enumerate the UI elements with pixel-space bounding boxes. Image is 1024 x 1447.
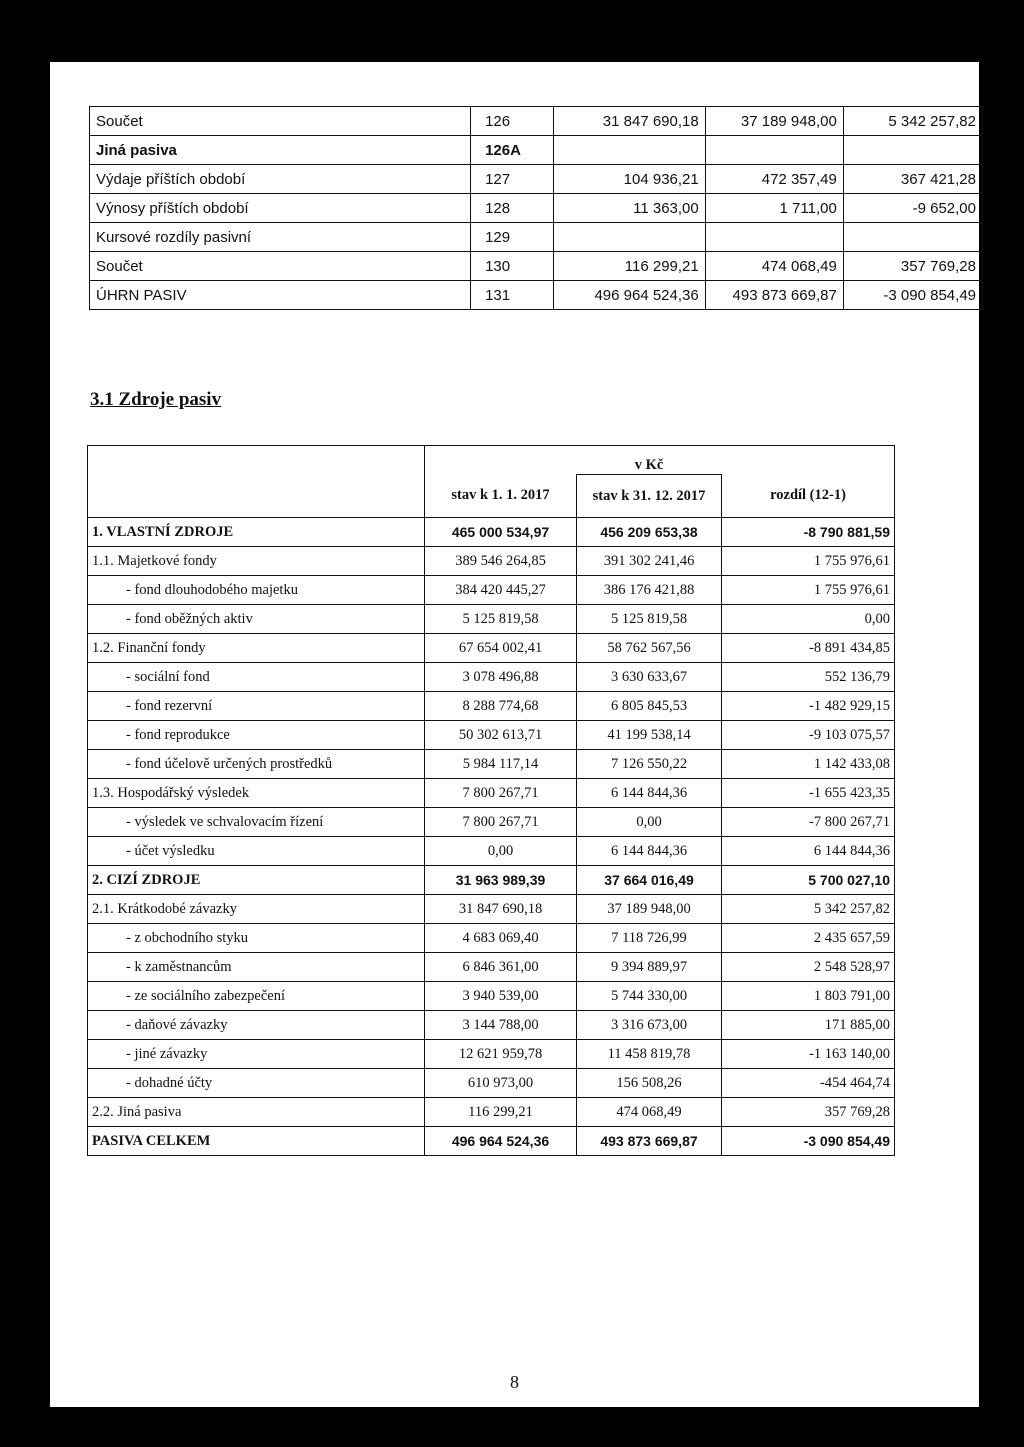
- value-start: 104 936,21: [554, 165, 706, 194]
- table-row: [88, 634, 895, 663]
- row-label: - k zaměstnancům: [88, 953, 425, 982]
- value-diff: 357 769,28: [843, 252, 982, 281]
- row-label: - daňové závazky: [88, 1011, 425, 1040]
- table-row: [88, 866, 895, 895]
- value-end: 41 199 538,14: [577, 721, 722, 750]
- row-label: - výsledek ve schvalovacím řízení: [88, 808, 425, 837]
- value-start: 6 846 361,00: [425, 953, 577, 982]
- table-row: [88, 721, 895, 750]
- value-diff: 1 142 433,08: [722, 750, 895, 779]
- value-diff: -454 464,74: [722, 1069, 895, 1098]
- row-label: - fond rezervní: [88, 692, 425, 721]
- value-diff: 1 755 976,61: [722, 576, 895, 605]
- value-end: 58 762 567,56: [577, 634, 722, 663]
- value-end: 474 068,49: [577, 1098, 722, 1127]
- row-label: Výdaje příštích období: [90, 165, 471, 194]
- value-diff: 0,00: [722, 605, 895, 634]
- value-end: 386 176 421,88: [577, 576, 722, 605]
- header-row-unit: [88, 446, 895, 475]
- value-start: 465 000 534,97: [425, 518, 577, 547]
- row-code: 129: [471, 223, 554, 252]
- header-blank-cell: [88, 446, 425, 518]
- row-label: 2.2. Jiná pasiva: [88, 1098, 425, 1127]
- col-header-diff: rozdíl (12-1): [722, 475, 895, 518]
- table-row: [88, 605, 895, 634]
- liability-sources-table: [87, 445, 895, 1156]
- value-start: 3 940 539,00: [425, 982, 577, 1011]
- value-start: 7 800 267,71: [425, 808, 577, 837]
- value-end: 493 873 669,87: [577, 1127, 722, 1156]
- table-row: [88, 1040, 895, 1069]
- table-row: [90, 136, 983, 165]
- row-label: - fond účelově určených prostředků: [88, 750, 425, 779]
- value-start: 31 847 690,18: [554, 107, 706, 136]
- table-row: [88, 808, 895, 837]
- value-diff: 5 342 257,82: [843, 107, 982, 136]
- table-row: [88, 779, 895, 808]
- document-page: [50, 62, 979, 1407]
- value-diff: -3 090 854,49: [843, 281, 982, 310]
- value-end: 6 144 844,36: [577, 779, 722, 808]
- table-row: [90, 194, 983, 223]
- row-label: PASIVA CELKEM: [88, 1127, 425, 1156]
- row-label: - jiné závazky: [88, 1040, 425, 1069]
- value-start: 67 654 002,41: [425, 634, 577, 663]
- value-diff: -1 482 929,15: [722, 692, 895, 721]
- table-row: [88, 953, 895, 982]
- value-start: 389 546 264,85: [425, 547, 577, 576]
- row-label: - dohadné účty: [88, 1069, 425, 1098]
- value-start: 5 125 819,58: [425, 605, 577, 634]
- value-diff: -7 800 267,71: [722, 808, 895, 837]
- row-label: 1.2. Finanční fondy: [88, 634, 425, 663]
- value-start: 7 800 267,71: [425, 779, 577, 808]
- row-label: - sociální fond: [88, 663, 425, 692]
- value-end: 7 126 550,22: [577, 750, 722, 779]
- row-label: 2.1. Krátkodobé závazky: [88, 895, 425, 924]
- value-start: 384 420 445,27: [425, 576, 577, 605]
- row-label: 1.1. Majetkové fondy: [88, 547, 425, 576]
- value-diff: 1 803 791,00: [722, 982, 895, 1011]
- value-start: 3 078 496,88: [425, 663, 577, 692]
- row-label: - fond oběžných aktiv: [88, 605, 425, 634]
- value-end: [705, 136, 843, 165]
- col-header-end: stav k 31. 12. 2017: [577, 475, 722, 518]
- row-label: 2. CIZÍ ZDROJE: [88, 866, 425, 895]
- liabilities-summary-table: [89, 106, 983, 310]
- table-row: [88, 1127, 895, 1156]
- value-end: 37 664 016,49: [577, 866, 722, 895]
- value-end: 37 189 948,00: [577, 895, 722, 924]
- value-end: 5 125 819,58: [577, 605, 722, 634]
- table-row: [88, 663, 895, 692]
- value-diff: 1 755 976,61: [722, 547, 895, 576]
- col-header-start: stav k 1. 1. 2017: [425, 475, 577, 518]
- value-start: 610 973,00: [425, 1069, 577, 1098]
- row-label: Součet: [90, 252, 471, 281]
- value-diff: -1 163 140,00: [722, 1040, 895, 1069]
- row-code: 128: [471, 194, 554, 223]
- value-end: 156 508,26: [577, 1069, 722, 1098]
- row-label: - ze sociálního zabezpečení: [88, 982, 425, 1011]
- table-row: [90, 223, 983, 252]
- value-end: 11 458 819,78: [577, 1040, 722, 1069]
- value-start: 11 363,00: [554, 194, 706, 223]
- row-code: 127: [471, 165, 554, 194]
- row-label: - fond reprodukce: [88, 721, 425, 750]
- value-end: 391 302 241,46: [577, 547, 722, 576]
- value-start: 116 299,21: [554, 252, 706, 281]
- value-diff: -8 790 881,59: [722, 518, 895, 547]
- row-label: 1. VLASTNÍ ZDROJE: [88, 518, 425, 547]
- table-row: [90, 281, 983, 310]
- value-diff: 171 885,00: [722, 1011, 895, 1040]
- value-start: 3 144 788,00: [425, 1011, 577, 1040]
- value-start: 0,00: [425, 837, 577, 866]
- row-label: - fond dlouhodobého majetku: [88, 576, 425, 605]
- table-row: [88, 1011, 895, 1040]
- value-start: 4 683 069,40: [425, 924, 577, 953]
- row-label: - z obchodního styku: [88, 924, 425, 953]
- value-end: 3 630 633,67: [577, 663, 722, 692]
- value-start: 496 964 524,36: [425, 1127, 577, 1156]
- table-row: [88, 895, 895, 924]
- value-diff: [843, 136, 982, 165]
- table-row: [88, 692, 895, 721]
- value-end: 9 394 889,97: [577, 953, 722, 982]
- value-diff: 2 548 528,97: [722, 953, 895, 982]
- value-end: 493 873 669,87: [705, 281, 843, 310]
- value-end: 1 711,00: [705, 194, 843, 223]
- table-row: [90, 107, 983, 136]
- row-label: Součet: [90, 107, 471, 136]
- header-blank-cell: [425, 446, 577, 475]
- table-row: [88, 837, 895, 866]
- table-row: [88, 924, 895, 953]
- value-diff: -9 652,00: [843, 194, 982, 223]
- value-start: 496 964 524,36: [554, 281, 706, 310]
- section-heading: 3.1 Zdroje pasiv: [90, 389, 222, 410]
- value-start: 31 963 989,39: [425, 866, 577, 895]
- value-end: 37 189 948,00: [705, 107, 843, 136]
- value-diff: 5 342 257,82: [722, 895, 895, 924]
- value-start: 50 302 613,71: [425, 721, 577, 750]
- row-code: 126A: [471, 136, 554, 165]
- table-row: [90, 165, 983, 194]
- unit-label: v Kč: [577, 446, 722, 475]
- value-diff: -3 090 854,49: [722, 1127, 895, 1156]
- value-end: 6 805 845,53: [577, 692, 722, 721]
- value-start: 31 847 690,18: [425, 895, 577, 924]
- value-diff: 367 421,28: [843, 165, 982, 194]
- header-blank-cell: [722, 446, 895, 475]
- value-end: 7 118 726,99: [577, 924, 722, 953]
- table-row: [88, 750, 895, 779]
- value-diff: -1 655 423,35: [722, 779, 895, 808]
- value-end: [705, 223, 843, 252]
- row-code: 130: [471, 252, 554, 281]
- value-diff: 552 136,79: [722, 663, 895, 692]
- value-start: [554, 136, 706, 165]
- value-diff: -8 891 434,85: [722, 634, 895, 663]
- value-diff: 5 700 027,10: [722, 866, 895, 895]
- row-label: Jiná pasiva: [90, 136, 471, 165]
- value-end: 5 744 330,00: [577, 982, 722, 1011]
- value-diff: -9 103 075,57: [722, 721, 895, 750]
- row-code: 126: [471, 107, 554, 136]
- value-end: 474 068,49: [705, 252, 843, 281]
- row-label: ÚHRN PASIV: [90, 281, 471, 310]
- value-diff: [843, 223, 982, 252]
- value-start: 116 299,21: [425, 1098, 577, 1127]
- value-end: 456 209 653,38: [577, 518, 722, 547]
- row-label: Kursové rozdíly pasivní: [90, 223, 471, 252]
- row-label: 1.3. Hospodářský výsledek: [88, 779, 425, 808]
- table-row: [88, 1069, 895, 1098]
- table-row: [88, 576, 895, 605]
- table-row: [88, 982, 895, 1011]
- value-start: 5 984 117,14: [425, 750, 577, 779]
- table-row: [90, 252, 983, 281]
- value-diff: 2 435 657,59: [722, 924, 895, 953]
- value-diff: 6 144 844,36: [722, 837, 895, 866]
- value-end: 6 144 844,36: [577, 837, 722, 866]
- value-start: 12 621 959,78: [425, 1040, 577, 1069]
- row-code: 131: [471, 281, 554, 310]
- value-end: 0,00: [577, 808, 722, 837]
- value-end: 3 316 673,00: [577, 1011, 722, 1040]
- value-start: 8 288 774,68: [425, 692, 577, 721]
- page-number: 8: [510, 1372, 519, 1392]
- row-label: Výnosy příštích období: [90, 194, 471, 223]
- value-end: 472 357,49: [705, 165, 843, 194]
- table-row: [88, 1098, 895, 1127]
- table-row: [88, 547, 895, 576]
- value-start: [554, 223, 706, 252]
- table-row: [88, 518, 895, 547]
- value-diff: 357 769,28: [722, 1098, 895, 1127]
- row-label: - účet výsledku: [88, 837, 425, 866]
